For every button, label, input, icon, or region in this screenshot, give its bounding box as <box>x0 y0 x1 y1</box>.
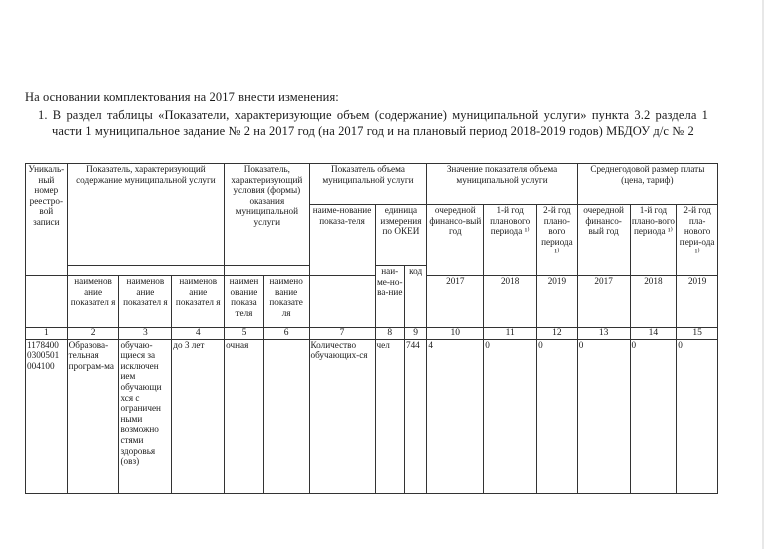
price-2019: 0 <box>677 339 718 493</box>
header-price-plan-year-2: 2-й год пла-нового пери-ода ¹⁾ <box>677 205 718 276</box>
value-2019: 0 <box>537 339 578 493</box>
unit-name-value: чел <box>375 339 404 493</box>
header-code: код <box>404 266 426 328</box>
header-unique-number: Уникаль-ный номер реестро-вой записи <box>26 164 68 276</box>
year-cell: 2017 <box>577 276 630 328</box>
header-volume: Показатель объема муниципальной услуги <box>309 164 427 205</box>
header-conditions: Показатель, характеризующий условия (формы) оказания муниципальной услуги <box>225 164 309 266</box>
value-2017: 4 <box>427 339 484 493</box>
column-number: 8 <box>375 328 404 340</box>
year-cell: 2019 <box>537 276 578 328</box>
column-number: 10 <box>427 328 484 340</box>
item1-line2: части 1 муниципальное задание № 2 на 2017 год (на 2017 год и на плановый период 2018-2019 годов) МБДОУ д/с № 2 <box>52 124 694 138</box>
sub-content-1: наименов ание показател я <box>67 276 119 328</box>
indicator-name-value: Количество обучающих-ся <box>309 339 375 493</box>
year-cell: 2017 <box>427 276 484 328</box>
year-cell: 2019 <box>677 276 718 328</box>
header-value: Значение показателя объема муниципальной услуги <box>427 164 577 205</box>
value-2018: 0 <box>484 339 537 493</box>
conditions-1-value: очная <box>225 339 264 493</box>
content-1-value: Образова-тельная програм-ма <box>67 339 119 493</box>
column-number: 14 <box>630 328 677 340</box>
column-number: 13 <box>577 328 630 340</box>
header-plan-year-2: 2-й год плано-вого периода ¹⁾ <box>537 205 578 276</box>
header-price: Среднегодовой размер платы (цена, тариф) <box>577 164 717 205</box>
column-number: 6 <box>263 328 309 340</box>
column-number: 5 <box>225 328 264 340</box>
price-2017: 0 <box>577 339 630 493</box>
header-plan-year-1: 1-й год планового периода ¹⁾ <box>484 205 537 276</box>
column-number: 15 <box>677 328 718 340</box>
column-number: 3 <box>119 328 172 340</box>
column-number: 12 <box>537 328 578 340</box>
header-price-current-year: очередной финансо-вый год <box>577 205 630 276</box>
header-content: Показатель, характеризующий содержание муниципальной услуги <box>67 164 225 266</box>
column-number: 9 <box>404 328 426 340</box>
content-3-value: до 3 лет <box>172 339 225 493</box>
header-current-year: очередной финансо-вый год <box>427 205 484 276</box>
content-2-value: обучаю-щиеся за исключен ием обучающи хся с ограничен ными возможно стями здоровья (овз) <box>119 339 172 493</box>
scan-edge-shadow <box>762 0 764 549</box>
column-number: 11 <box>484 328 537 340</box>
conditions-2-value <box>263 339 309 493</box>
sub-content-2: наименов ание показател я <box>119 276 172 328</box>
header-indicator-name: наиме-нование показа-теля <box>309 205 375 276</box>
indicators-table <box>25 163 718 494</box>
sub-content-3: наименов ание показател я <box>172 276 225 328</box>
column-number: 4 <box>172 328 225 340</box>
column-number: 2 <box>67 328 119 340</box>
unit-code-value: 744 <box>404 339 426 493</box>
year-cell: 2018 <box>630 276 677 328</box>
sub-conditions-2: наимено вание показате ля <box>263 276 309 328</box>
header-unit: единица измерения по ОКЕИ <box>375 205 427 266</box>
header-unit-name: наи-ме-но-ва-ние <box>375 266 404 328</box>
column-number: 7 <box>309 328 375 340</box>
intro-text: На основании комплектования на 2017 внести изменения: <box>25 90 339 104</box>
table-row <box>26 339 718 493</box>
item1-line1: 1. В раздел таблицы «Показатели, характеризующие объем (содержание) муниципальной услуги» пункта 3.2 раздела 1 <box>38 108 709 122</box>
sub-conditions-1: наимен ование показа теля <box>225 276 264 328</box>
column-number: 1 <box>26 328 68 340</box>
header-price-plan-year-1: 1-й год плано-вого периода ¹⁾ <box>630 205 677 276</box>
registry-number: 1178400 0300501 004100 <box>26 339 68 493</box>
price-2018: 0 <box>630 339 677 493</box>
year-cell: 2018 <box>484 276 537 328</box>
